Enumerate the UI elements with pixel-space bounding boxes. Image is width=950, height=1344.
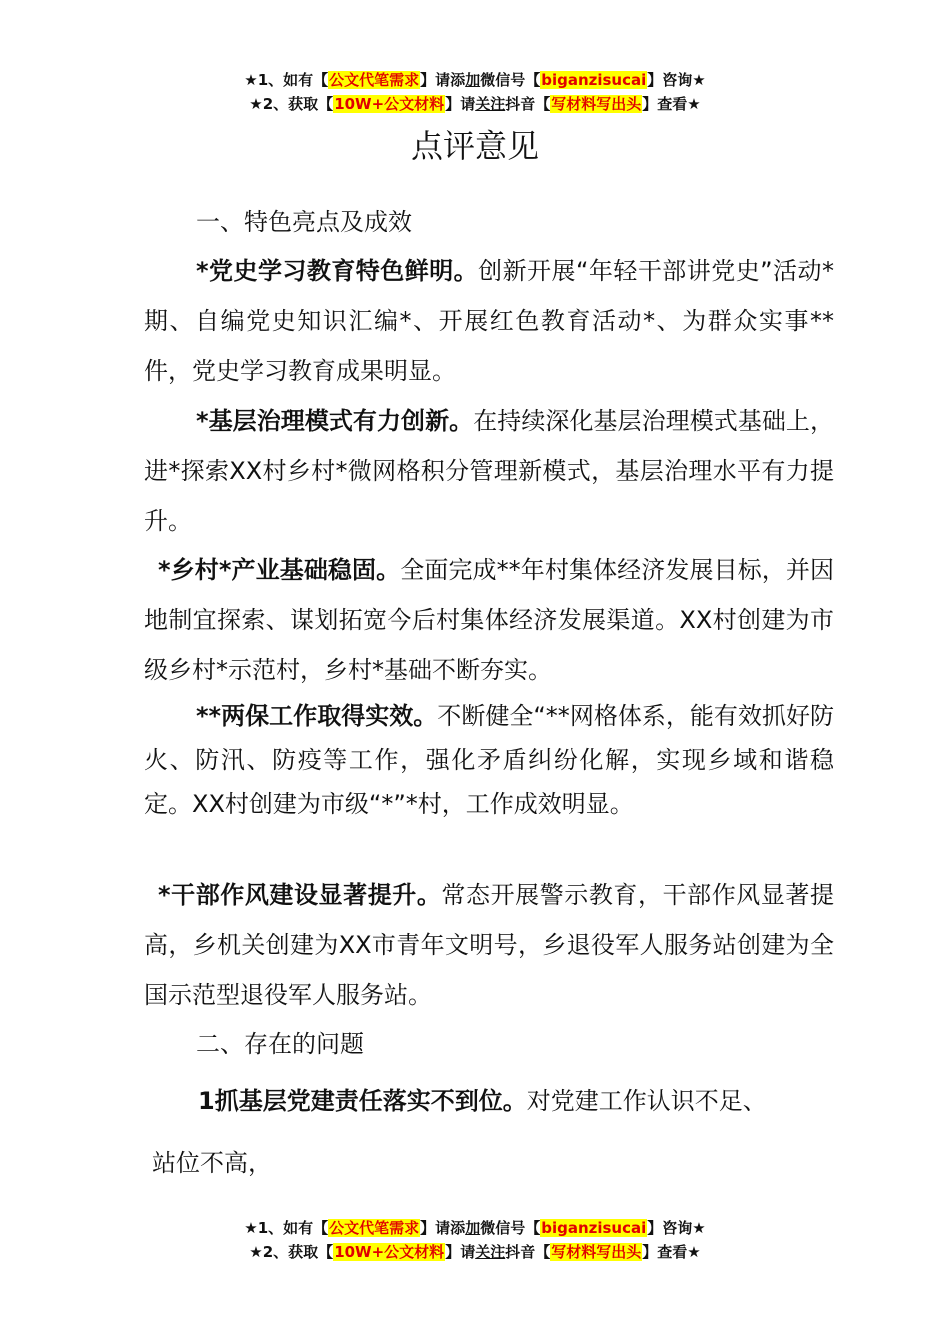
promo-text: 】请添: [420, 1219, 466, 1237]
promo-underlined: 加: [465, 1219, 481, 1237]
paragraph-item-2: [144, 396, 834, 546]
promo-highlight: 写材料写出头: [551, 95, 642, 113]
promo-highlight: 写材料写出头: [551, 1243, 642, 1261]
paragraph-body: 对党建工作认识不足、: [526, 1087, 767, 1115]
promo-highlight: 10W+公文材料: [334, 95, 445, 113]
promo-text: ★1、如有【: [244, 1219, 329, 1237]
promo-text: 】咨询★: [647, 71, 706, 89]
promo-highlight: biganzisucai: [541, 1219, 647, 1237]
promo-banner-bottom: [0, 1216, 950, 1264]
paragraph-body: 在持续深化基层治理模式基础上，进*探索XX村乡村*微网格积分管理新模式，基层治理水平有力提升。: [144, 407, 834, 535]
paragraph-item-4: [144, 694, 834, 826]
promo-text: 】查看★: [642, 95, 701, 113]
document-title: 点评意见: [410, 127, 539, 165]
paragraph-lead: 1抓基层党建责任落实不到位。: [198, 1087, 527, 1115]
promo-text: 微信号【: [480, 1219, 541, 1237]
paragraph-lead: *党史学习教育特色鲜明。: [196, 257, 479, 285]
paragraph-lead: *基层治理模式有力创新。: [196, 407, 474, 435]
paragraph-lead: **两保工作取得实效。: [196, 702, 438, 730]
paragraph-lead: *干部作风建设显著提升。: [158, 881, 442, 909]
paragraph-body: 创新开展“年轻干部讲党史”活动*期、自编党史知识汇编*、开展红色教育活动*、为群众实事**件，党史学习教育成果明显。: [144, 257, 834, 385]
paragraph-body: 常态开展警示教育，干部作风显著提高，乡机关创建为XX市青年文明号，乡退役军人服务站创建为全国示范型退役军人服务站。: [144, 881, 834, 1009]
paragraph-problem-1-continuation: 站位不高，: [152, 1149, 272, 1177]
promo-highlight: 公文代笔需求: [329, 71, 420, 89]
promo-text: ★2、获取【: [249, 1243, 334, 1261]
promo-underlined: 关注: [475, 1243, 506, 1261]
paragraph-lead: *乡村*产业基础稳固。: [158, 556, 401, 584]
promo-line-2: [0, 1240, 950, 1264]
promo-text: ★1、如有【: [244, 71, 329, 89]
promo-text: 抖音【: [505, 95, 551, 113]
promo-text: ★2、获取【: [249, 95, 334, 113]
promo-highlight: 10W+公文材料: [334, 1243, 445, 1261]
promo-line-2: [0, 92, 950, 116]
promo-underlined: 加: [465, 71, 481, 89]
promo-text: 微信号【: [480, 71, 541, 89]
promo-banner-top: [0, 68, 950, 116]
promo-text: 】请添: [420, 71, 466, 89]
promo-underlined: 关注: [475, 95, 506, 113]
paragraph-item-5: [144, 870, 834, 1020]
promo-text: 】请: [445, 1243, 476, 1261]
promo-line-1: [0, 68, 950, 92]
section-heading-problems: 二、存在的问题: [196, 1030, 364, 1058]
promo-text: 】请: [445, 95, 476, 113]
section-heading-highlights: 一、特色亮点及成效: [196, 208, 412, 236]
promo-text: 】查看★: [642, 1243, 701, 1261]
promo-text: 】咨询★: [647, 1219, 706, 1237]
promo-text: 抖音【: [505, 1243, 551, 1261]
paragraph-problem-1: [198, 1076, 838, 1126]
paragraph-item-3: [144, 545, 834, 695]
paragraph-item-1: [144, 246, 834, 396]
promo-highlight: biganzisucai: [541, 71, 647, 89]
promo-line-1: [0, 1216, 950, 1240]
paragraph-body: 全面完成**年村集体经济发展目标，并因地制宜探索、谋划拓宽今后村集体经济发展渠道。XX村创建为市级乡村*示范村，乡村*基础不断夯实。: [144, 556, 835, 684]
paragraph-body: 不断健全“**网格体系，能有效抓好防火、防汛、防疫等工作，强化矛盾纠纷化解，实现乡域和谐稳定。XX村创建为市级“*”*村，工作成效明显。: [144, 702, 835, 818]
promo-highlight: 公文代笔需求: [329, 1219, 420, 1237]
